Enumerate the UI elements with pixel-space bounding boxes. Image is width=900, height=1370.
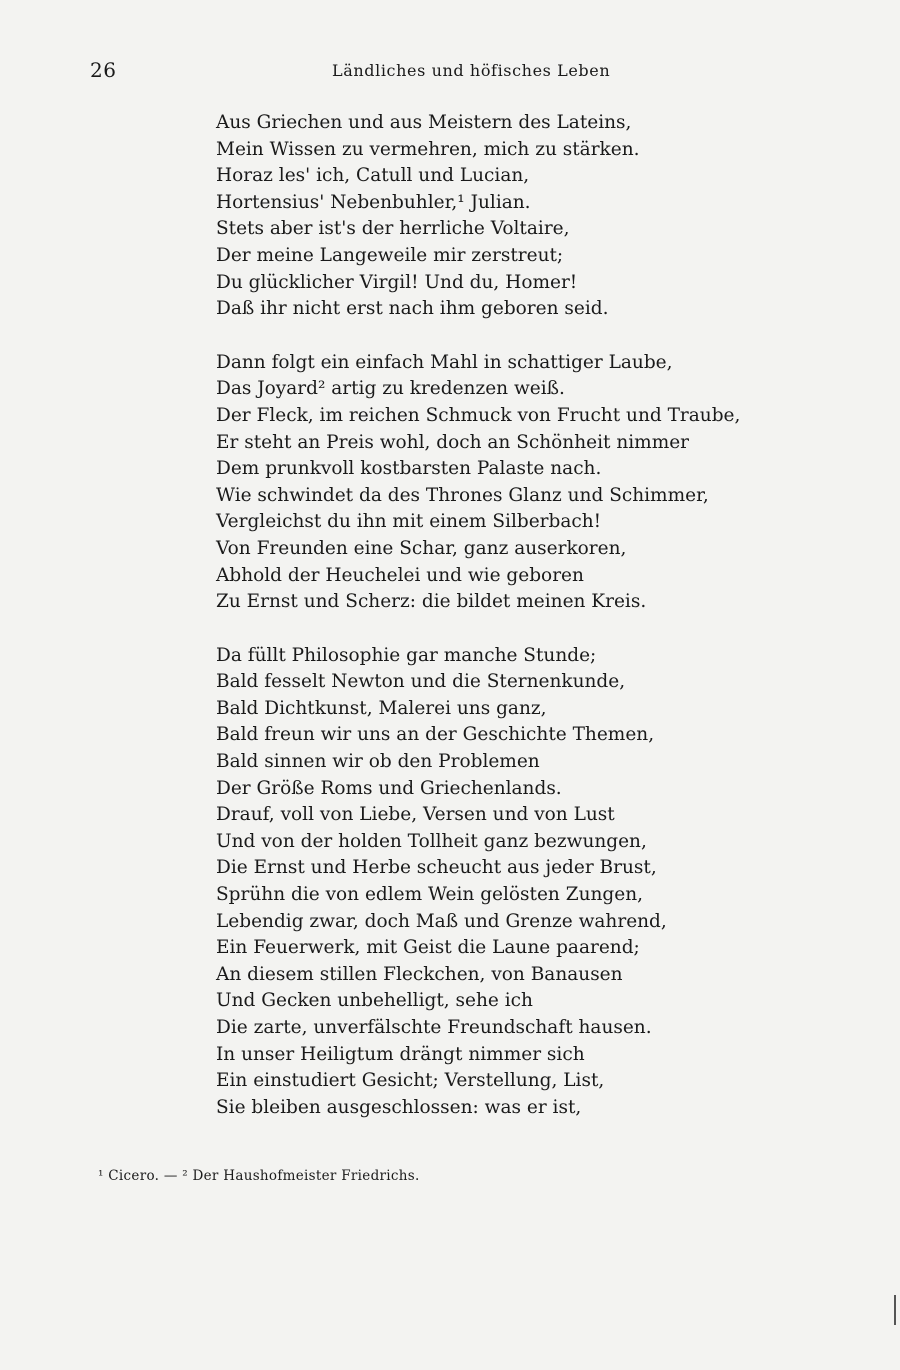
stanza-1 bbox=[216, 110, 696, 323]
running-title: Ländliches und höfisches Leben bbox=[332, 61, 611, 80]
poem-line: Bald sinnen wir ob den Problemen bbox=[216, 751, 540, 773]
poem-line: Stets aber ist's der herrliche Voltaire, bbox=[216, 218, 570, 240]
poem-line: Vergleichst du ihn mit einem Silberbach! bbox=[216, 511, 602, 533]
poem-line: Der meine Langeweile mir zerstreut; bbox=[216, 244, 564, 266]
poem-line: An diesem stillen Fleckchen, von Banausen bbox=[216, 963, 623, 985]
poem-line: Lebendig zwar, doch Maß und Grenze wahrend, bbox=[216, 910, 667, 932]
poem-line: Du glücklicher Virgil! Und du, Homer! bbox=[216, 271, 578, 293]
poem-line: Und von der holden Tollheit ganz bezwungen, bbox=[216, 830, 647, 852]
poem-line: Hortensius' Nebenbuhler,¹ Julian. bbox=[216, 191, 531, 213]
poem-body bbox=[216, 110, 741, 1121]
poem-line: Zu Ernst und Scherz: die bildet meinen Kreis. bbox=[216, 591, 647, 613]
poem-line: Bald Dichtkunst, Malerei uns ganz, bbox=[216, 697, 547, 719]
stanza-3 bbox=[216, 643, 696, 1122]
poem-line: Und Gecken unbehelligt, sehe ich bbox=[216, 990, 533, 1012]
poem-line: Drauf, voll von Liebe, Versen und von Lust bbox=[216, 804, 615, 826]
poem-line: Aus Griechen und aus Meistern des Lateins, bbox=[216, 112, 632, 133]
poem-line: Er steht an Preis wohl, doch an Schönheit nimmer bbox=[216, 431, 690, 453]
poem-line: Daß ihr nicht erst nach ihm geboren seid. bbox=[216, 298, 609, 320]
poem-line: Wie schwindet da des Thrones Glanz und Schimmer, bbox=[216, 484, 709, 506]
poem-line: Sprühn die von edlem Wein gelösten Zungen, bbox=[216, 884, 643, 906]
poem-line: In unser Heiligtum drängt nimmer sich bbox=[216, 1043, 585, 1065]
poem-line: Mein Wissen zu vermehren, mich zu stärken. bbox=[216, 138, 640, 160]
page-number: 26 bbox=[90, 58, 117, 82]
poem-line: Der Fleck, im reichen Schmuck von Frucht und Traube, bbox=[216, 404, 741, 426]
poem-line: Die Ernst und Herbe scheucht aus jeder Brust, bbox=[216, 857, 657, 879]
poem-line: Ein einstudiert Gesicht; Verstellung, List, bbox=[216, 1070, 605, 1092]
poem-line: Dem prunkvoll kostbarsten Palaste nach. bbox=[216, 458, 602, 480]
footnotes: ¹ Cicero. — ² Der Haushofmeister Friedrichs. bbox=[98, 1168, 420, 1184]
poem-line: Bald freun wir uns an der Geschichte Themen, bbox=[216, 724, 655, 746]
page-edge-mark bbox=[894, 1295, 896, 1325]
poem-line: Ein Feuerwerk, mit Geist die Laune paarend; bbox=[216, 937, 640, 959]
poem-line: Sie bleiben ausgeschlossen: was er ist, bbox=[216, 1096, 582, 1118]
poem-line: Dann folgt ein einfach Mahl in schattiger Laube, bbox=[216, 351, 673, 373]
poem-line: Abhold der Heuchelei und wie geboren bbox=[216, 564, 584, 586]
poem-line: Horaz les' ich, Catull und Lucian, bbox=[216, 165, 530, 187]
poem-line: Bald fesselt Newton und die Sternenkunde, bbox=[216, 671, 626, 693]
stanza-2 bbox=[216, 350, 741, 616]
poem-line: Das Joyard² artig zu kredenzen weiß. bbox=[216, 378, 565, 400]
poem-line: Der Größe Roms und Griechenlands. bbox=[216, 777, 562, 799]
poem-line: Da füllt Philosophie gar manche Stunde; bbox=[216, 644, 597, 666]
poem-line: Die zarte, unverfälschte Freundschaft hausen. bbox=[216, 1017, 652, 1038]
poem-line: Von Freunden eine Schar, ganz auserkoren, bbox=[216, 537, 627, 559]
